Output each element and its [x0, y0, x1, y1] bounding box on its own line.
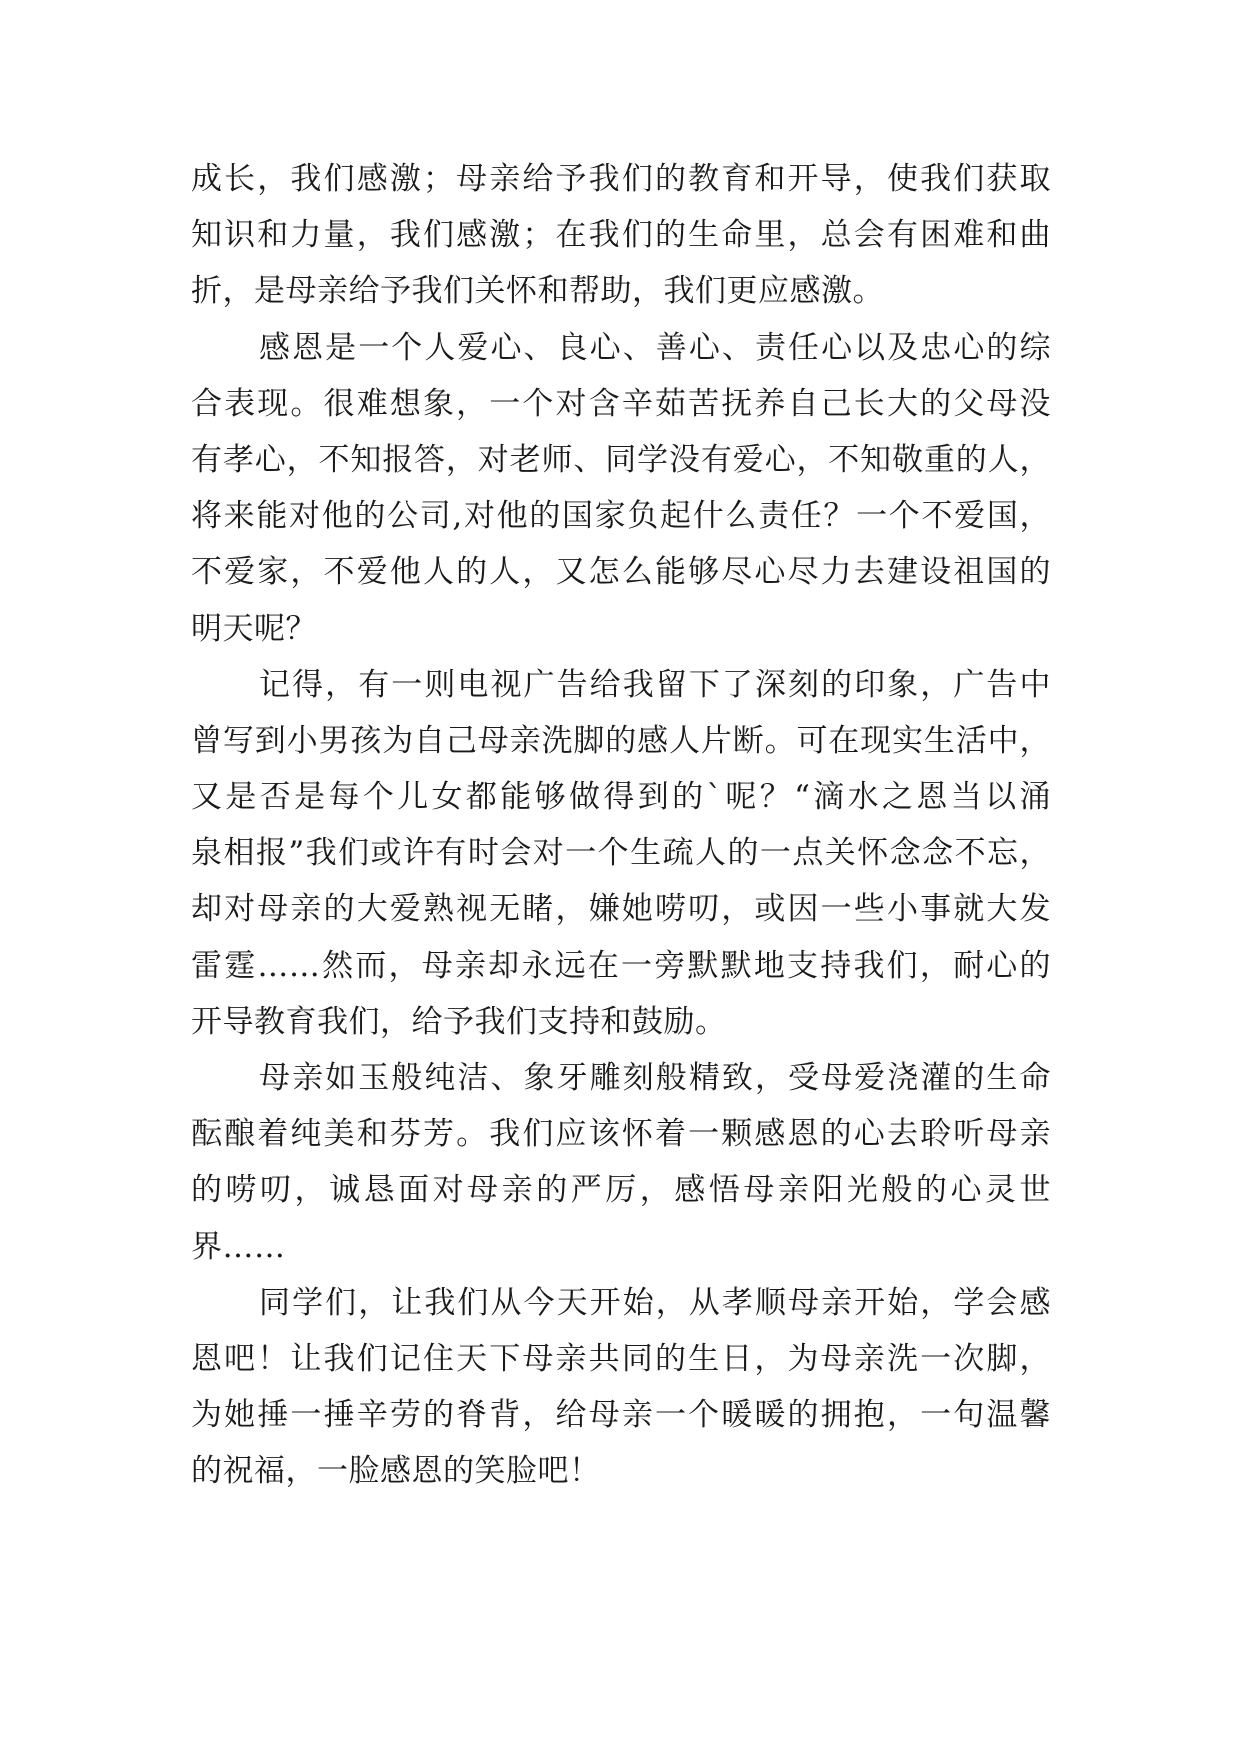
text-line: 开导教育我们，给予我们支持和鼓励。 — [191, 1003, 727, 1040]
text-line: 的唠叨，诚恳面对母亲的严厉，感悟母亲阳光般的心灵世 — [191, 1172, 1051, 1209]
document-body — [191, 151, 1051, 1500]
text-line: 有孝心，不知报答，对老师、同学没有爱心，不知敬重的人， — [191, 441, 1051, 478]
text-line: 曾写到小男孩为自己母亲洗脚的感人片断。可在现实生活中， — [191, 722, 1051, 759]
text-line: 记得，有一则电视广告给我留下了深刻的印象，广告中 — [259, 666, 1051, 703]
text-line: 雷霆……然而，母亲却永远在一旁默默地支持我们，耐心的 — [191, 947, 1051, 984]
text-line: 为她捶一捶辛劳的脊背，给母亲一个暖暖的拥抱，一句温馨 — [191, 1397, 1051, 1434]
text-line: 折，是母亲给予我们关怀和帮助，我们更应感激。 — [191, 273, 884, 310]
text-line: 恩吧！让我们记住天下母亲共同的生日，为母亲洗一次脚， — [191, 1340, 1051, 1377]
text-line: 成长，我们感激；母亲给予我们的教育和开导，使我们获取 — [191, 161, 1051, 197]
text-line: 感恩是一个人爱心、良心、善心、责任心以及忠心的综 — [259, 329, 1051, 366]
text-line: 泉相报”我们或许有时会对一个生疏人的一点关怀念念不忘， — [191, 835, 1051, 872]
text-line: 合表现。很难想象，一个对含辛茹苦抚养自己长大的父母没 — [191, 385, 1051, 422]
text-line: 知识和力量，我们感激；在我们的生命里，总会有困难和曲 — [191, 217, 1051, 254]
text-line: 酝酿着纯美和芬芳。我们应该怀着一颗感恩的心去聆听母亲 — [191, 1116, 1051, 1153]
text-line: 却对母亲的大爱熟视无睹，嫌她唠叨，或因一些小事就大发 — [191, 891, 1051, 928]
text-line: 不爱家，不爱他人的人，又怎么能够尽心尽力去建设祖国的 — [191, 554, 1051, 591]
text-line: 又是否是每个儿女都能够做得到的`呢？“滴水之恩当以涌 — [191, 779, 1051, 816]
text-line: 界…… — [191, 1228, 286, 1265]
text-line: 明天呢？ — [191, 610, 317, 647]
text-line: 同学们，让我们从今天开始，从孝顺母亲开始，学会感 — [259, 1284, 1051, 1321]
text-line: 将来能对他的公司,对他的国家负起什么责任？一个不爱国， — [191, 498, 1051, 535]
text-line: 母亲如玉般纯洁、象牙雕刻般精致，受母爱浇灌的生命 — [259, 1060, 1051, 1096]
text-line: 的祝福，一脸感恩的笑脸吧！ — [191, 1453, 601, 1490]
